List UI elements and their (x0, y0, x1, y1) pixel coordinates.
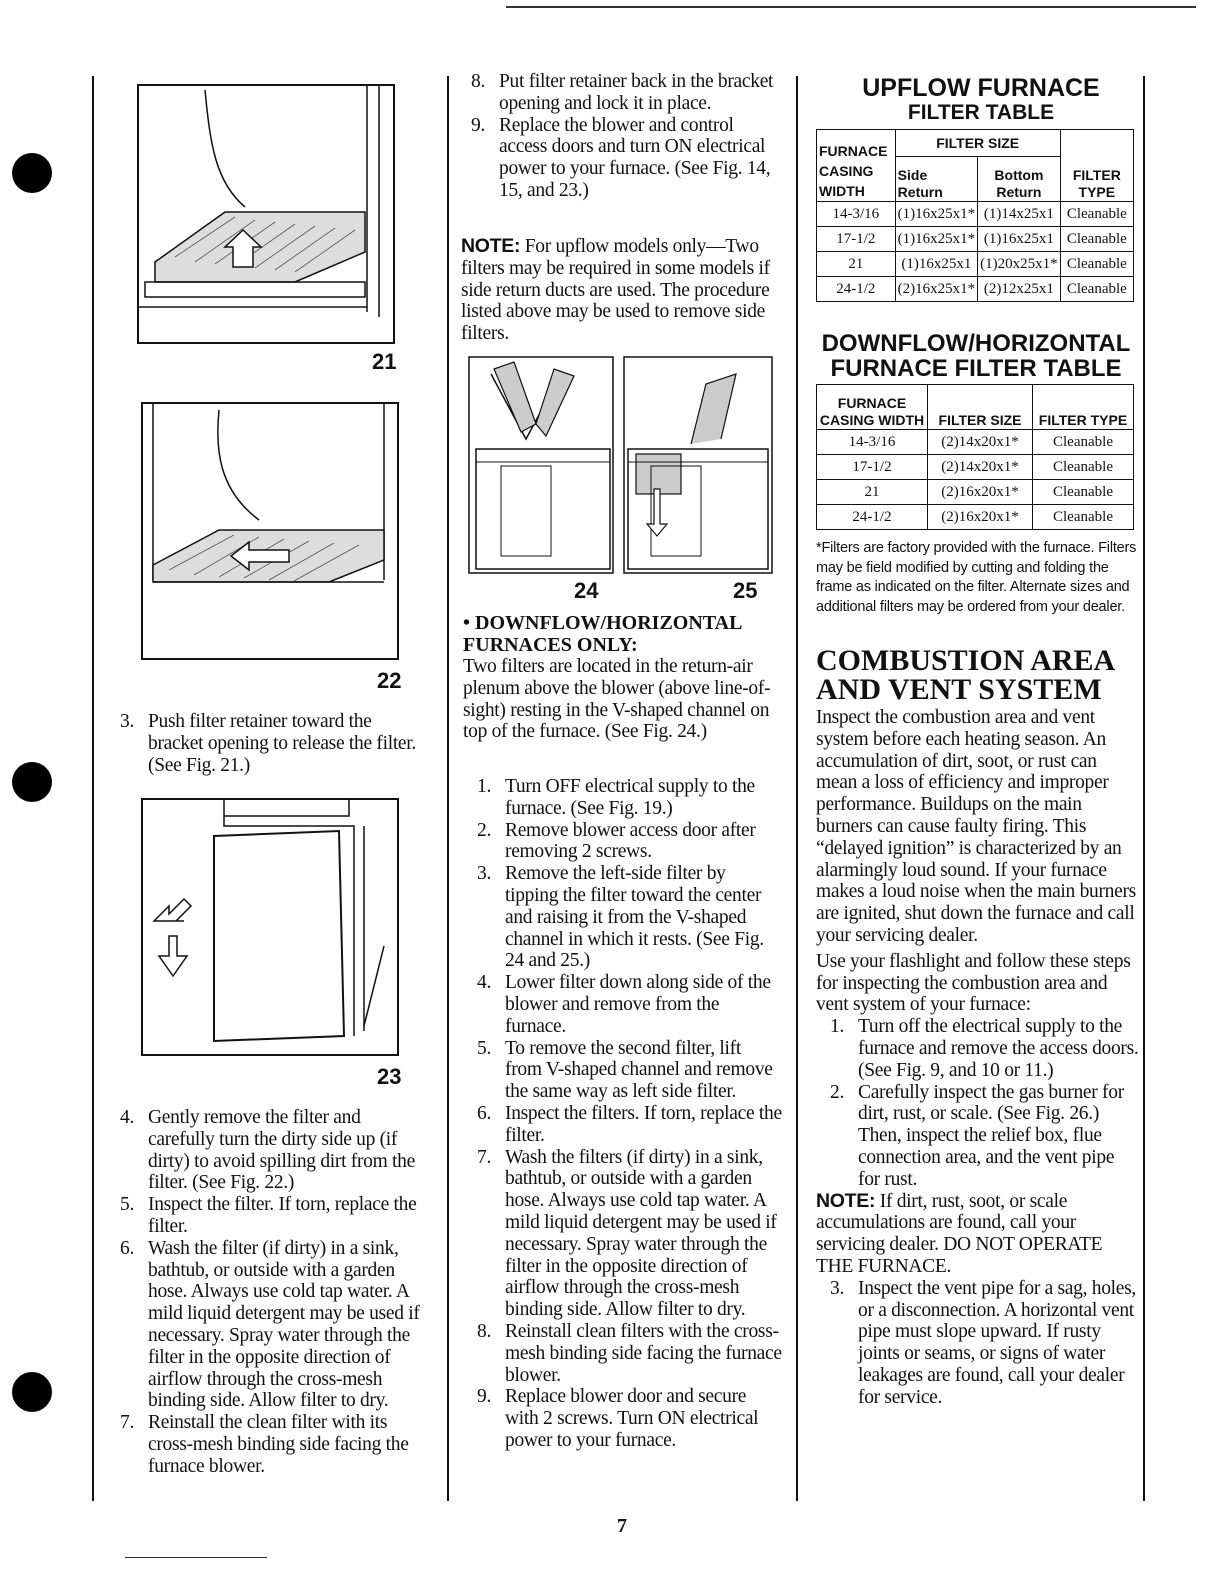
step-number: 6. (477, 1102, 492, 1124)
downflow-header-casing (817, 385, 928, 430)
combustion-text (816, 707, 1140, 1409)
upflow-header-side: Side Return (895, 157, 978, 202)
downflow-heading (463, 612, 781, 656)
table-cell: (2)16x25x1* (895, 277, 978, 302)
downflow-intro (463, 656, 781, 743)
table-cell: Cleanable (1033, 480, 1134, 505)
filter-footnote (816, 539, 1138, 617)
step-text: Put filter retainer back in the bracket opening and lock it in place. (499, 71, 774, 114)
upflow-subtitle-text: FILTER TABLE (907, 101, 1055, 124)
combustion-paragraph-2: Use your flashlight and follow these steps for inspecting the combustion area and vent system of your furnace: (816, 950, 1131, 1016)
list-item (477, 1103, 782, 1147)
note-text: For upflow models only—Two filters may be required in some models if side return ducts are used. The procedure listed above may be used to remove side filters. (461, 236, 770, 345)
table-row (817, 252, 1134, 277)
step-text: Wash the filters (if dirty) in a sink, bathtub, or outside with a garden hose. Always use cold tap water. A mild liquid detergent may be used if necessary. Spray water through the filter in the opposite direction of airflow through the cross-mesh binding side. Allow filter to dry. (505, 1146, 777, 1321)
list-item (477, 1038, 782, 1103)
table-cell: (1)16x25x1 (978, 227, 1061, 252)
table-cell: Cleanable (1033, 430, 1134, 455)
figure-23-label: 23 (377, 1064, 402, 1089)
list-item (120, 1194, 430, 1238)
table-cell: (1)20x25x1* (978, 252, 1061, 277)
top-rule (506, 6, 1196, 8)
table-cell: Cleanable (1060, 227, 1133, 252)
step-text: Replace the blower and control access doors and turn ON electrical power to your furnace. (See Fig. 14, 15, and 23.) (499, 114, 771, 201)
left-margin-rule (92, 76, 94, 1501)
step-number: 1. (830, 1016, 845, 1038)
middle-steps (477, 776, 782, 1452)
step-text: To remove the second filter, lift from V-shaped channel and remove the same way as left side filter. (505, 1037, 773, 1103)
note-text: If dirt, rust, soot, or scale accumulations are found, call your servicing dealer. DO NOT OPERATE THE FURNACE. (816, 1190, 1103, 1277)
table-cell: (2)12x25x1 (978, 277, 1061, 302)
combustion-paragraph-1: Inspect the combustion area and vent system before each heating season. An accumulation of dirt, soot, or rust can mean a loss of efficiency and improper performance. Buildups on the main burners can cause faulty firing. This “delayed ignition” is characterized by an alarmingly loud sound. If your furnace makes a loud noise when the main burners are ignited, shut down the furnace and call your servicing dealer. (816, 707, 1136, 946)
step-number: 5. (477, 1037, 492, 1059)
step-number: 3. (830, 1277, 845, 1299)
table-cell: (2)16x20x1* (928, 505, 1033, 530)
filter-footnote-text: *Filters are factory provided with the furnace. Filters may be field modified by cutting and folding the frame as indicated on the filter. Alternate sizes and additional filters may be ordered from your dealer. (816, 540, 1137, 615)
punch-hole-top (12, 153, 52, 193)
figure-22 (139, 400, 401, 662)
table-cell: Cleanable (1033, 505, 1134, 530)
punch-hole-bottom (12, 1372, 52, 1412)
list-item (830, 1016, 1140, 1081)
table-cell: 24-1/2 (817, 505, 928, 530)
table-row (817, 227, 1134, 252)
step-number: 3. (120, 711, 135, 732)
upflow-header-type: FILTER TYPE (1060, 130, 1133, 202)
list-item (830, 1082, 1140, 1191)
list-item (477, 863, 782, 972)
table-cell: 14-3/16 (817, 202, 896, 227)
table-cell: Cleanable (1060, 202, 1133, 227)
figure-21-drawing (135, 82, 397, 346)
step-text: Replace blower door and secure with 2 screws. Turn ON electrical power to your furnace. (505, 1386, 759, 1451)
list-item (477, 1386, 782, 1451)
table-cell: (2)14x20x1* (928, 455, 1033, 480)
step-text: Reinstall the clean filter with its cross-mesh binding side facing the furnace blower. (148, 1412, 409, 1477)
note-label: NOTE: (461, 235, 521, 257)
step-text: Gently remove the filter and carefully turn the dirty side up (if dirty) to avoid spilling dirt from the filter. (See Fig. 22.) (148, 1107, 415, 1194)
list-item (477, 1147, 782, 1321)
table-cell: (1)16x25x1* (895, 227, 978, 252)
figures-24-25 (466, 354, 776, 576)
downflow-heading-text: • DOWNFLOW/HORIZONTAL FURNACES ONLY: (463, 612, 742, 656)
step-number: 4. (120, 1107, 135, 1128)
table-cell: 14-3/16 (817, 430, 928, 455)
downflow-header-type: FILTER TYPE (1033, 385, 1134, 430)
list-item (120, 1107, 430, 1194)
list-item (120, 1412, 430, 1477)
step-text: Push filter retainer toward the bracket opening to release the filter. (See Fig. 21.) (148, 711, 416, 776)
step-number: 1. (477, 776, 492, 797)
table-cell: 17-1/2 (817, 455, 928, 480)
figure-23 (139, 796, 401, 1058)
list-item (477, 820, 782, 864)
step-text: Reinstall clean filters with the cross-mesh binding side facing the furnace blower. (505, 1320, 782, 1386)
downflow-intro-text: Two filters are located in the return-air plenum above the blower (above line-of-sight) resting in the V-shaped channel on top of the furnace. (See Fig. 24.) (463, 656, 771, 743)
figure-23-drawing (139, 796, 401, 1058)
table-row (817, 505, 1134, 530)
step-number: 7. (120, 1412, 135, 1434)
step-text: Remove the left-side filter by tipping the filter toward the center and raising it from the V-shaped channel in which it rests. (See Fig. 24 and 25.) (505, 863, 764, 972)
table-cell: 21 (817, 480, 928, 505)
downflow-table-title-text: DOWNFLOW/HORIZONTAL (821, 330, 1131, 357)
upflow-header-filter-size: FILTER SIZE (895, 130, 1060, 157)
combustion-title (816, 646, 1138, 704)
table-cell: Cleanable (1033, 455, 1134, 480)
downflow-header-casing-line1: FURNACE (837, 395, 907, 411)
step-number: 9. (471, 114, 486, 136)
list-item (120, 711, 422, 776)
left-step-3 (120, 711, 422, 776)
step-number: 4. (477, 972, 492, 994)
figure-21 (135, 82, 397, 346)
table-cell: Cleanable (1060, 252, 1133, 277)
list-item (477, 1321, 782, 1386)
list-item (477, 972, 782, 1037)
table-cell: 24-1/2 (817, 277, 896, 302)
upflow-title-text: UPFLOW FURNACE (862, 74, 1100, 102)
column-rule-1 (447, 76, 449, 1501)
figure-22-drawing (139, 400, 401, 662)
downflow-header-size: FILTER SIZE (928, 385, 1033, 430)
page-number: 7 (617, 1515, 627, 1537)
list-item (120, 1238, 430, 1412)
table-row (817, 455, 1134, 480)
middle-note (461, 236, 779, 345)
right-margin-rule (1143, 76, 1145, 1501)
list-item (477, 776, 782, 820)
upflow-subtitle (816, 101, 1146, 125)
step-text: Wash the filter (if dirty) in a sink, bathtub, or outside with a garden hose. Always use cold tap water. A mild liquid detergent may be used if necessary. Spray water through the filter in the opposite direction of airflow through the cross-mesh binding side. Allow filter to dry. (148, 1237, 420, 1412)
table-cell: (1)14x25x1 (978, 202, 1061, 227)
step-number: 3. (477, 863, 492, 885)
step-number: 9. (477, 1386, 492, 1408)
figures-24-25-drawing (466, 354, 776, 576)
table-cell: (1)16x25x1* (895, 202, 978, 227)
downflow-header-casing-line2: CASING WIDTH (819, 412, 925, 428)
step-text: Carefully inspect the gas burner for dirt, rust, or scale. (See Fig. 26.) Then, inspect the relief box, flue connection area, and the vent pipe for rust. (858, 1081, 1124, 1190)
bottom-rule (125, 1557, 267, 1558)
downflow-table (816, 384, 1134, 530)
step-text: Turn OFF electrical supply to the furnace. (See Fig. 19.) (505, 776, 755, 819)
list-item (471, 71, 777, 115)
downflow-table-subtitle-text: FURNACE FILTER TABLE (830, 355, 1122, 382)
step-text: Lower filter down along side of the blower and remove from the furnace. (505, 972, 771, 1037)
upflow-header-casing: FURNACE CASING WIDTH (817, 130, 896, 202)
table-cell: (1)16x25x1 (895, 252, 978, 277)
step-text: Remove blower access door after removing 2 screws. (505, 819, 756, 863)
step-number: 6. (120, 1237, 135, 1259)
table-row (817, 277, 1134, 302)
upflow-header-bottom: Bottom Return (978, 157, 1061, 202)
table-row (817, 430, 1134, 455)
middle-top-steps (471, 71, 777, 202)
combustion-title-text: COMBUSTION AREA AND VENT SYSTEM (816, 644, 1114, 706)
column-rule-2 (796, 76, 798, 1501)
step-number: 5. (120, 1194, 135, 1216)
table-cell: (2)14x20x1* (928, 430, 1033, 455)
table-row (817, 480, 1134, 505)
punch-hole-middle (12, 762, 52, 802)
step-number: 2. (477, 819, 492, 841)
step-text: Inspect the vent pipe for a sag, holes, or a disconnection. A horizontal vent pipe must slope upward. If rusty joints or seams, or signs of water leakages are found, call your dealer for service. (858, 1277, 1137, 1408)
left-steps-4-7 (120, 1107, 430, 1478)
step-number: 8. (477, 1320, 492, 1342)
figure-25-label: 25 (733, 578, 758, 603)
table-cell: 21 (817, 252, 896, 277)
combustion-note (816, 1191, 1140, 1278)
step-number: 8. (471, 71, 486, 92)
step-text: Inspect the filter. If torn, replace the filter. (148, 1194, 417, 1237)
downflow-table-title (812, 331, 1140, 381)
table-cell: (2)16x20x1* (928, 480, 1033, 505)
step-number: 7. (477, 1146, 492, 1168)
figure-21-label: 21 (372, 349, 397, 374)
note-label: NOTE: (816, 1189, 876, 1212)
upflow-table (816, 129, 1134, 302)
table-row (817, 202, 1134, 227)
step-number: 2. (830, 1081, 845, 1103)
step-text: Inspect the filters. If torn, replace the filter. (505, 1102, 782, 1146)
figure-22-label: 22 (377, 668, 402, 693)
step-text: Turn off the electrical supply to the furnace and remove the access doors. (See Fig. 9, and 10 or 11.) (858, 1016, 1139, 1081)
table-cell: Cleanable (1060, 277, 1133, 302)
list-item (471, 115, 777, 202)
table-cell: 17-1/2 (817, 227, 896, 252)
list-item (830, 1278, 1140, 1409)
upflow-title (816, 75, 1146, 101)
figure-24-label: 24 (574, 578, 599, 603)
